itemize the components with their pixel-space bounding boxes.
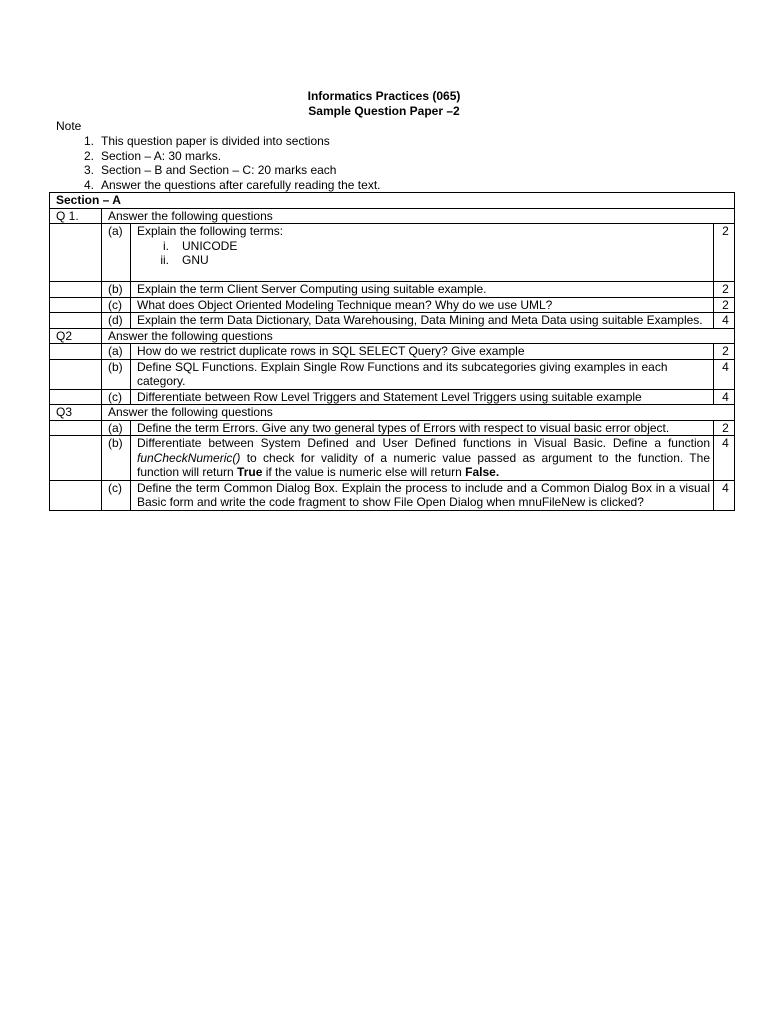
question-row [50,405,735,421]
subquestion-text: Differentiate between Row Level Triggers and Statement Level Triggers using suitable example [131,389,714,405]
question-row [50,208,735,224]
keyword-true: True [237,465,263,479]
note-block [56,119,716,192]
note-item [56,178,716,193]
blank-cell [50,359,102,389]
marks-cell: 4 [714,359,735,389]
blank-cell [50,389,102,405]
term-item [137,253,710,268]
subquestion-text: How do we restrict duplicate rows in SQL SELECT Query? Give example [131,344,714,360]
subquestion-text-part: to check for validity of a numeric value passed as argument to the function. The function will return [137,450,710,479]
marks-cell: 2 [714,344,735,360]
paper-header [0,89,768,119]
subquestion-label: (d) [102,313,131,329]
note-item-text: This question paper is divided into sections [101,134,330,148]
subquestion-row [50,313,735,329]
note-item-text: Section – B and Section – C: 20 marks each [101,163,337,177]
subquestion-text: Define the term Common Dialog Box. Explain the process to include and a Common Dialog Box in a visual Basic form and write the code fragment to show File Open Dialog when mnuFileNew is clicked? [131,480,714,510]
subquestion-text-part: Differentiate between System Defined and User Defined functions in Visual Basic. Define a function [137,436,710,450]
subquestion-label: (a) [102,344,131,360]
subquestion-text-part: if the value is numeric else will return [262,465,466,479]
question-number: Q 1. [50,208,102,224]
subquestion-row [50,420,735,436]
blank-cell [50,344,102,360]
note-item [56,163,716,178]
subquestion-text: What does Object Oriented Modeling Technique mean? Why do we use UML? [131,297,714,313]
subquestion-label: (b) [102,282,131,298]
note-label: Note [56,119,82,133]
subquestion-label: (c) [102,297,131,313]
subquestion-label: (c) [102,480,131,510]
note-item-text: Section – A: 30 marks. [101,148,222,163]
marks-cell: 2 [714,420,735,436]
paper-title: Informatics Practices (065) [307,89,461,103]
note-item-number: 4. [83,177,94,192]
subquestion-row [50,436,735,481]
subquestion-label: (a) [102,420,131,436]
term-number: i. [163,238,169,253]
blank-cell [50,282,102,298]
marks-cell: 4 [714,389,735,405]
marks-cell: 2 [714,297,735,313]
subquestion-row [50,224,735,282]
term-text: UNICODE [182,238,238,253]
paper-subtitle: Sample Question Paper –2 [308,104,460,118]
subquestion-row [50,359,735,389]
questions-table [49,192,735,511]
question-instruction: Answer the following questions [102,405,735,421]
marks-cell: 2 [714,224,735,282]
question-number: Q2 [50,328,102,344]
term-number: ii. [160,253,169,267]
subquestion-row [50,344,735,360]
question-row [50,328,735,344]
blank-cell [50,480,102,510]
term-text: GNU [182,253,209,267]
subquestion-row [50,282,735,298]
question-number: Q3 [50,405,102,421]
marks-cell: 4 [714,436,735,481]
terms-list [137,239,710,268]
subquestion-row [50,480,735,510]
blank-cell [50,436,102,481]
subquestion-prompt: Explain the following terms: [137,224,284,238]
note-item-text: Answer the questions after carefully reading the text. [101,177,381,192]
question-instruction: Answer the following questions [102,208,735,224]
marks-cell: 2 [714,282,735,298]
note-list [56,134,716,192]
marks-cell: 4 [714,313,735,329]
keyword-false: False. [465,465,500,479]
subquestion-text [131,224,714,282]
subquestion-label: (b) [102,359,131,389]
section-heading: Section – A [50,193,735,209]
subquestion-label: (c) [102,389,131,405]
note-item [56,149,716,164]
question-instruction: Answer the following questions [102,328,735,344]
subquestion-text [131,436,714,481]
note-item-number: 2. [83,148,94,163]
blank-cell [50,297,102,313]
subquestion-text: Define the term Errors. Give any two general types of Errors with respect to visual basic error object. [131,420,714,436]
subquestion-text: Explain the term Client Server Computing using suitable example. [131,282,714,298]
function-name: funCheckNumeric() [137,450,241,465]
blank-cell [50,313,102,329]
section-heading-row [50,193,735,209]
subquestion-text: Explain the term Data Dictionary, Data Warehousing, Data Mining and Meta Data using suitable Examples. [131,313,714,329]
subquestion-label: (a) [102,224,131,282]
blank-cell [50,224,102,282]
note-item-number: 1. [83,134,94,148]
subquestion-text: Define SQL Functions. Explain Single Row Functions and its subcategories giving examples in each category. [131,359,714,389]
blank-cell [50,420,102,436]
note-item-number: 3. [83,163,94,177]
term-item [137,239,710,254]
marks-cell: 4 [714,480,735,510]
note-item [56,134,716,149]
subquestion-row [50,389,735,405]
subquestion-label: (b) [102,436,131,481]
subquestion-row [50,297,735,313]
